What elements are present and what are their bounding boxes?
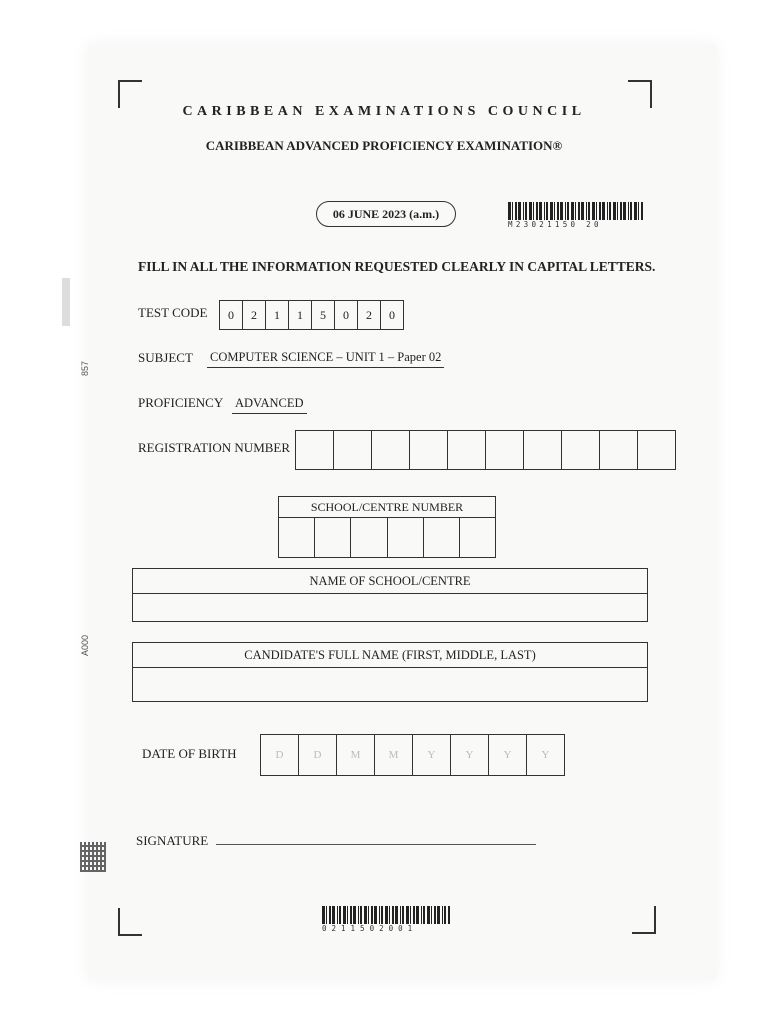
subject-value: COMPUTER SCIENCE – UNIT 1 – Paper 02 — [207, 350, 444, 368]
school-centre-number-cells[interactable] — [279, 518, 495, 557]
school-name-label: NAME OF SCHOOL/CENTRE — [133, 569, 647, 594]
registration-digit-box[interactable] — [561, 430, 600, 470]
test-code-digit: 1 — [265, 300, 289, 330]
dob-digit-box[interactable]: Y — [412, 734, 451, 776]
side-code-mid: A000 — [80, 634, 90, 656]
signature-line[interactable] — [216, 844, 536, 845]
school-name-field[interactable] — [133, 594, 647, 621]
side-code-top: 857 — [80, 360, 90, 376]
test-code-label: TEST CODE — [138, 305, 208, 320]
school-centre-number-label: SCHOOL/CENTRE NUMBER — [279, 497, 495, 518]
registration-digit-box[interactable] — [409, 430, 448, 470]
registration-digit-box[interactable] — [523, 430, 562, 470]
dob-digit-box[interactable]: D — [298, 734, 337, 776]
side-tab-mark — [62, 278, 70, 326]
registration-label: REGISTRATION NUMBER — [138, 440, 291, 455]
test-code-digit: 0 — [219, 300, 243, 330]
test-code-digit: 5 — [311, 300, 335, 330]
council-title: CARIBBEAN EXAMINATIONS COUNCIL — [182, 104, 586, 119]
school-name-box — [132, 568, 648, 622]
corner-mark-bottom-right — [632, 906, 656, 934]
corner-mark-bottom-left — [118, 908, 142, 936]
dob-digit-box[interactable]: Y — [488, 734, 527, 776]
barcode-digits: M23021150 20 — [508, 220, 602, 229]
registration-digit-box[interactable] — [485, 430, 524, 470]
school-centre-number-box — [278, 496, 496, 558]
test-code-digit: 2 — [357, 300, 381, 330]
registration-digit-box[interactable] — [447, 430, 486, 470]
registration-digit-box[interactable] — [333, 430, 372, 470]
candidate-name-box — [132, 642, 648, 702]
candidate-name-label: CANDIDATE'S FULL NAME (FIRST, MIDDLE, LAST) — [133, 643, 647, 668]
candidate-name-field[interactable] — [133, 668, 647, 701]
qr-code-icon — [80, 842, 106, 872]
dob-digit-box[interactable]: M — [374, 734, 413, 776]
registration-digit-box[interactable] — [371, 430, 410, 470]
bottom-barcode — [322, 906, 450, 933]
registration-number-boxes[interactable] — [296, 430, 676, 470]
registration-digit-box[interactable] — [599, 430, 638, 470]
dob-digit-box[interactable]: Y — [526, 734, 565, 776]
dob-digit-box[interactable]: M — [336, 734, 375, 776]
test-code-digit: 2 — [242, 300, 266, 330]
subject-label: SUBJECT — [138, 350, 193, 365]
instruction-text: FILL IN ALL THE INFORMATION REQUESTED CLEARLY IN CAPITAL LETTERS. — [138, 259, 656, 274]
exam-date: 06 JUNE 2023 (a.m.) — [316, 201, 456, 227]
registration-digit-box[interactable] — [295, 430, 334, 470]
registration-digit-box[interactable] — [637, 430, 676, 470]
proficiency-value: ADVANCED — [232, 396, 307, 414]
dob-digit-box[interactable]: Y — [450, 734, 489, 776]
dob-label: DATE OF BIRTH — [142, 746, 237, 761]
dob-digit-box[interactable]: D — [260, 734, 299, 776]
test-code-boxes — [220, 300, 404, 330]
top-barcode — [508, 202, 644, 229]
test-code-digit: 0 — [334, 300, 358, 330]
barcode-digits: 0211502001 — [322, 924, 418, 933]
barcode-graphic — [508, 202, 644, 220]
barcode-graphic — [322, 906, 450, 924]
test-code-digit: 1 — [288, 300, 312, 330]
test-code-digit: 0 — [380, 300, 404, 330]
exam-title: CARIBBEAN ADVANCED PROFICIENCY EXAMINATION® — [205, 138, 563, 153]
dob-boxes[interactable] — [261, 734, 565, 776]
signature-label: SIGNATURE — [136, 833, 209, 848]
proficiency-label: PROFICIENCY — [138, 395, 224, 410]
